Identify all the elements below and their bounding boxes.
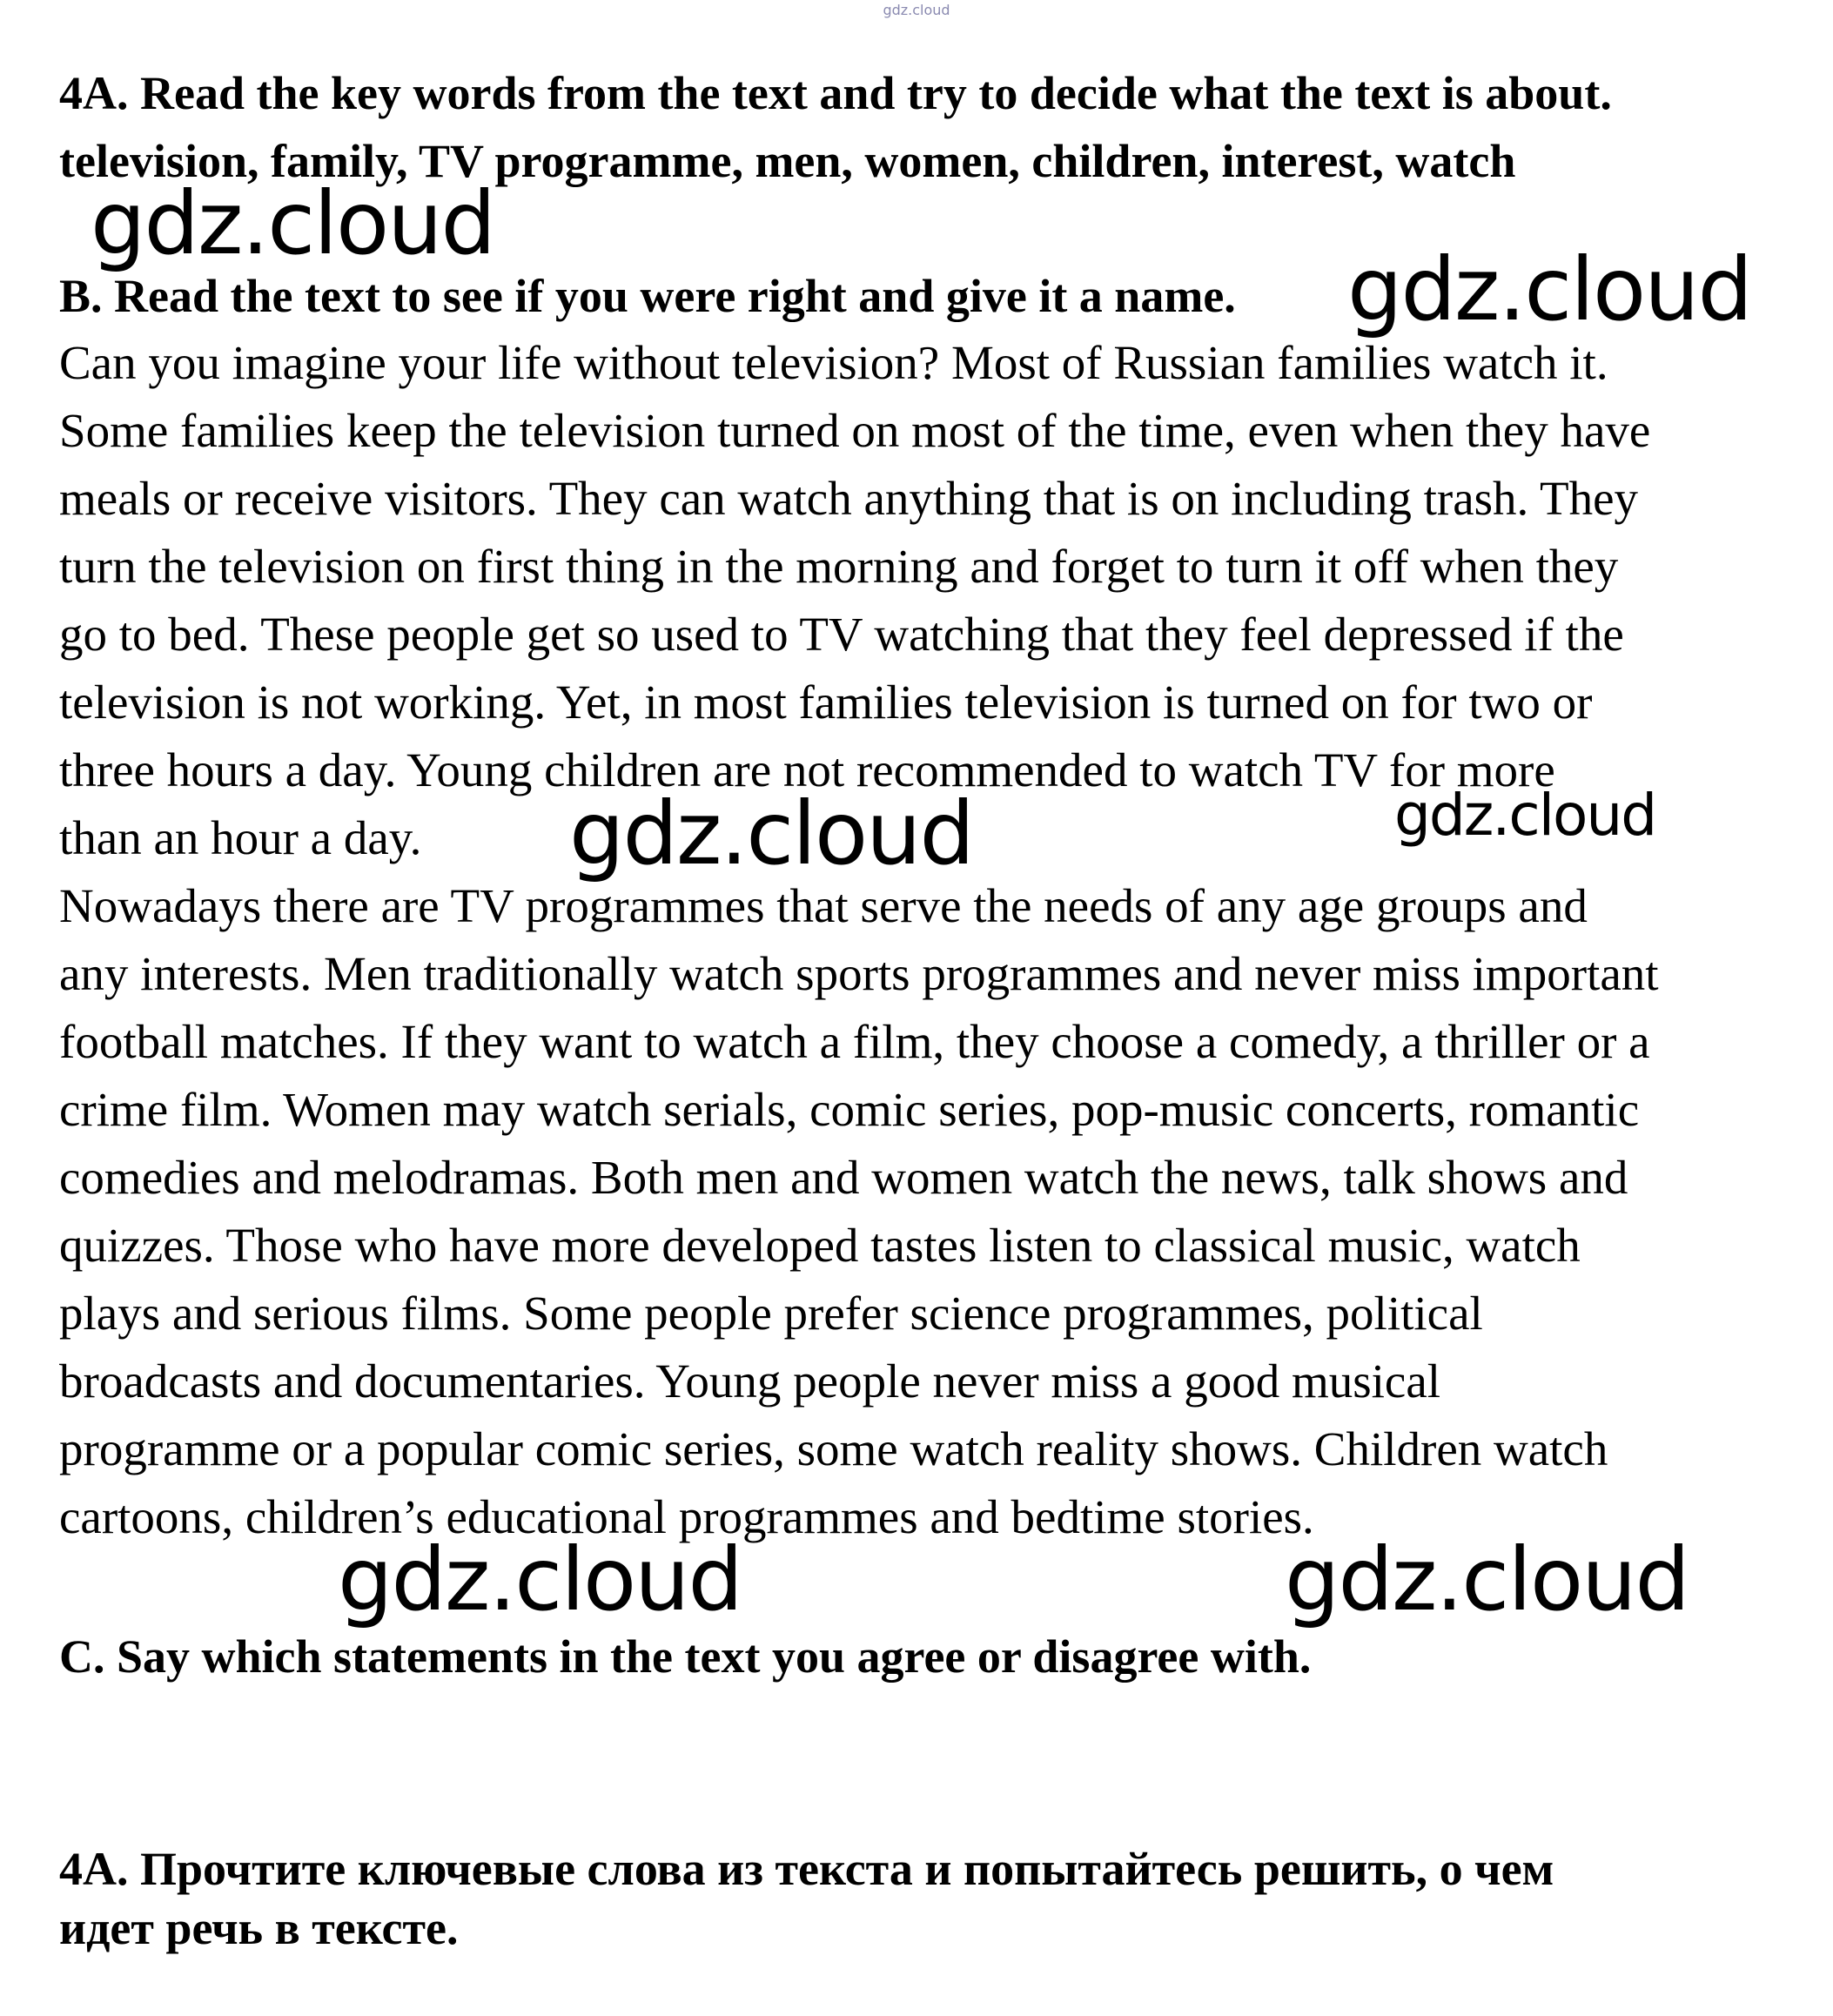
text-line: meals or receive visitors. They can watch anything that is on including trash. They [59, 472, 1639, 525]
watermark: gdz.cloud [569, 783, 974, 884]
task-a-heading: 4A. Read the key words from the text and try to decide what the text is about. [59, 67, 1612, 119]
watermark: gdz.cloud [1347, 239, 1752, 340]
translation-line-2: идет речь в тексте. [59, 1902, 459, 1954]
text-line: quizzes. Those who have more developed tastes listen to classical music, watch [59, 1219, 1581, 1272]
text-line: Nowadays there are TV programmes that serve the needs of any age groups and [59, 879, 1588, 932]
site-mark: gdz.cloud [883, 2, 950, 18]
text-line: three hours a day. Young children are not recommended to watch TV for more [59, 743, 1555, 796]
task-c-heading: C. Say which statements in the text you agree or disagree with. [59, 1630, 1312, 1683]
watermark: gdz.cloud [1394, 782, 1656, 849]
task-b-heading: B. Read the text to see if you were right and give it a name. [59, 270, 1236, 322]
text-line: crime film. Women may watch serials, comic series, pop-music concerts, romantic [59, 1083, 1640, 1136]
text-line: Some families keep the television turned on most of the time, even when they have [59, 404, 1651, 457]
text-line: television is not working. Yet, in most families television is turned on for two or [59, 675, 1593, 729]
text-line: Can you imagine your life without television? Most of Russian families watch it. [59, 336, 1608, 389]
text-line: programme or a popular comic series, some watch reality shows. Children watch [59, 1422, 1608, 1475]
task-a-keywords: television, family, TV programme, men, women, children, interest, watch [59, 135, 1516, 187]
text-line: any interests. Men traditionally watch sports programmes and never miss important [59, 947, 1659, 1000]
text-line: plays and serious films. Some people prefer science programmes, political [59, 1287, 1483, 1340]
translation-line-1: 4А. Прочтите ключевые слова из текста и попытайтесь решить, о чем [59, 1843, 1554, 1895]
watermark: gdz.cloud [91, 172, 495, 274]
text-line: comedies and melodramas. Both men and women watch the news, talk shows and [59, 1151, 1628, 1204]
text-line: go to bed. These people get so used to TV watching that they feel depressed if the [59, 608, 1624, 661]
watermark: gdz.cloud [338, 1529, 742, 1630]
text-line: football matches. If they want to watch a film, they choose a comedy, a thriller or a [59, 1015, 1650, 1068]
text-line: broadcasts and documentaries. Young people never miss a good musical [59, 1354, 1441, 1408]
text-line: than an hour a day. [59, 811, 422, 864]
text-line: turn the television on first thing in the morning and forget to turn it off when they [59, 540, 1619, 593]
watermark: gdz.cloud [1285, 1529, 1689, 1630]
text-line: cartoons, children’s educational programmes and bedtime stories. [59, 1490, 1314, 1543]
